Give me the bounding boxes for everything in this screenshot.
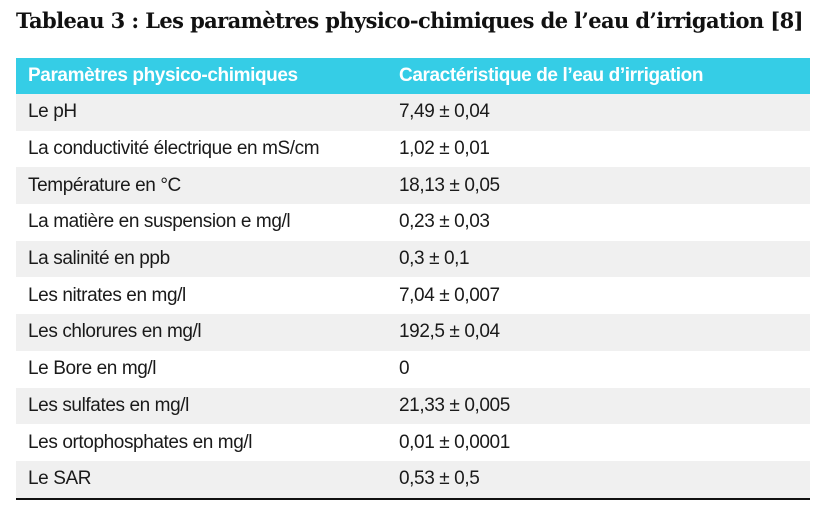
parameter-cell: Le pH [16,94,387,131]
table-row [16,388,810,425]
value-cell: 0,23 ± 0,03 [387,204,810,241]
value-cell: 0,53 ± 0,5 [387,461,810,499]
table-row [16,241,810,278]
parameters-table [16,58,810,500]
value-cell: 7,04 ± 0,007 [387,277,810,314]
parameter-cell: Les nitrates en mg/l [16,277,387,314]
table-header-row [16,58,810,94]
table-row [16,167,810,204]
parameter-cell: Les sulfates en mg/l [16,388,387,425]
table-body [16,94,810,499]
value-cell: 192,5 ± 0,04 [387,314,810,351]
parameter-cell: Les ortophosphates en mg/l [16,424,387,461]
parameter-cell: Le Bore en mg/l [16,351,387,388]
value-cell: 18,13 ± 0,05 [387,167,810,204]
value-cell: 1,02 ± 0,01 [387,131,810,168]
parameter-cell: Les chlorures en mg/l [16,314,387,351]
parameter-cell: Le SAR [16,461,387,499]
value-cell: 0,01 ± 0,0001 [387,424,810,461]
table-row [16,314,810,351]
table-row [16,131,810,168]
parameter-cell: La salinité en ppb [16,241,387,278]
parameter-cell: Température en °C [16,167,387,204]
header-characteristic: Caractéristique de l’eau d’irrigation [387,58,810,94]
value-cell: 0,3 ± 0,1 [387,241,810,278]
value-cell: 21,33 ± 0,005 [387,388,810,425]
table-row [16,461,810,499]
table-row [16,277,810,314]
table-row [16,204,810,241]
value-cell: 7,49 ± 0,04 [387,94,810,131]
value-cell: 0 [387,351,810,388]
table-row [16,94,810,131]
parameter-cell: La conductivité électrique en mS/cm [16,131,387,168]
parameter-cell: La matière en suspension e mg/l [16,204,387,241]
table-caption: Tableau 3 : Les paramètres physico-chimiques de l’eau d’irrigation [8] [16,8,803,33]
table-row [16,424,810,461]
table-row [16,351,810,388]
header-parameters: Paramètres physico-chimiques [16,58,387,94]
